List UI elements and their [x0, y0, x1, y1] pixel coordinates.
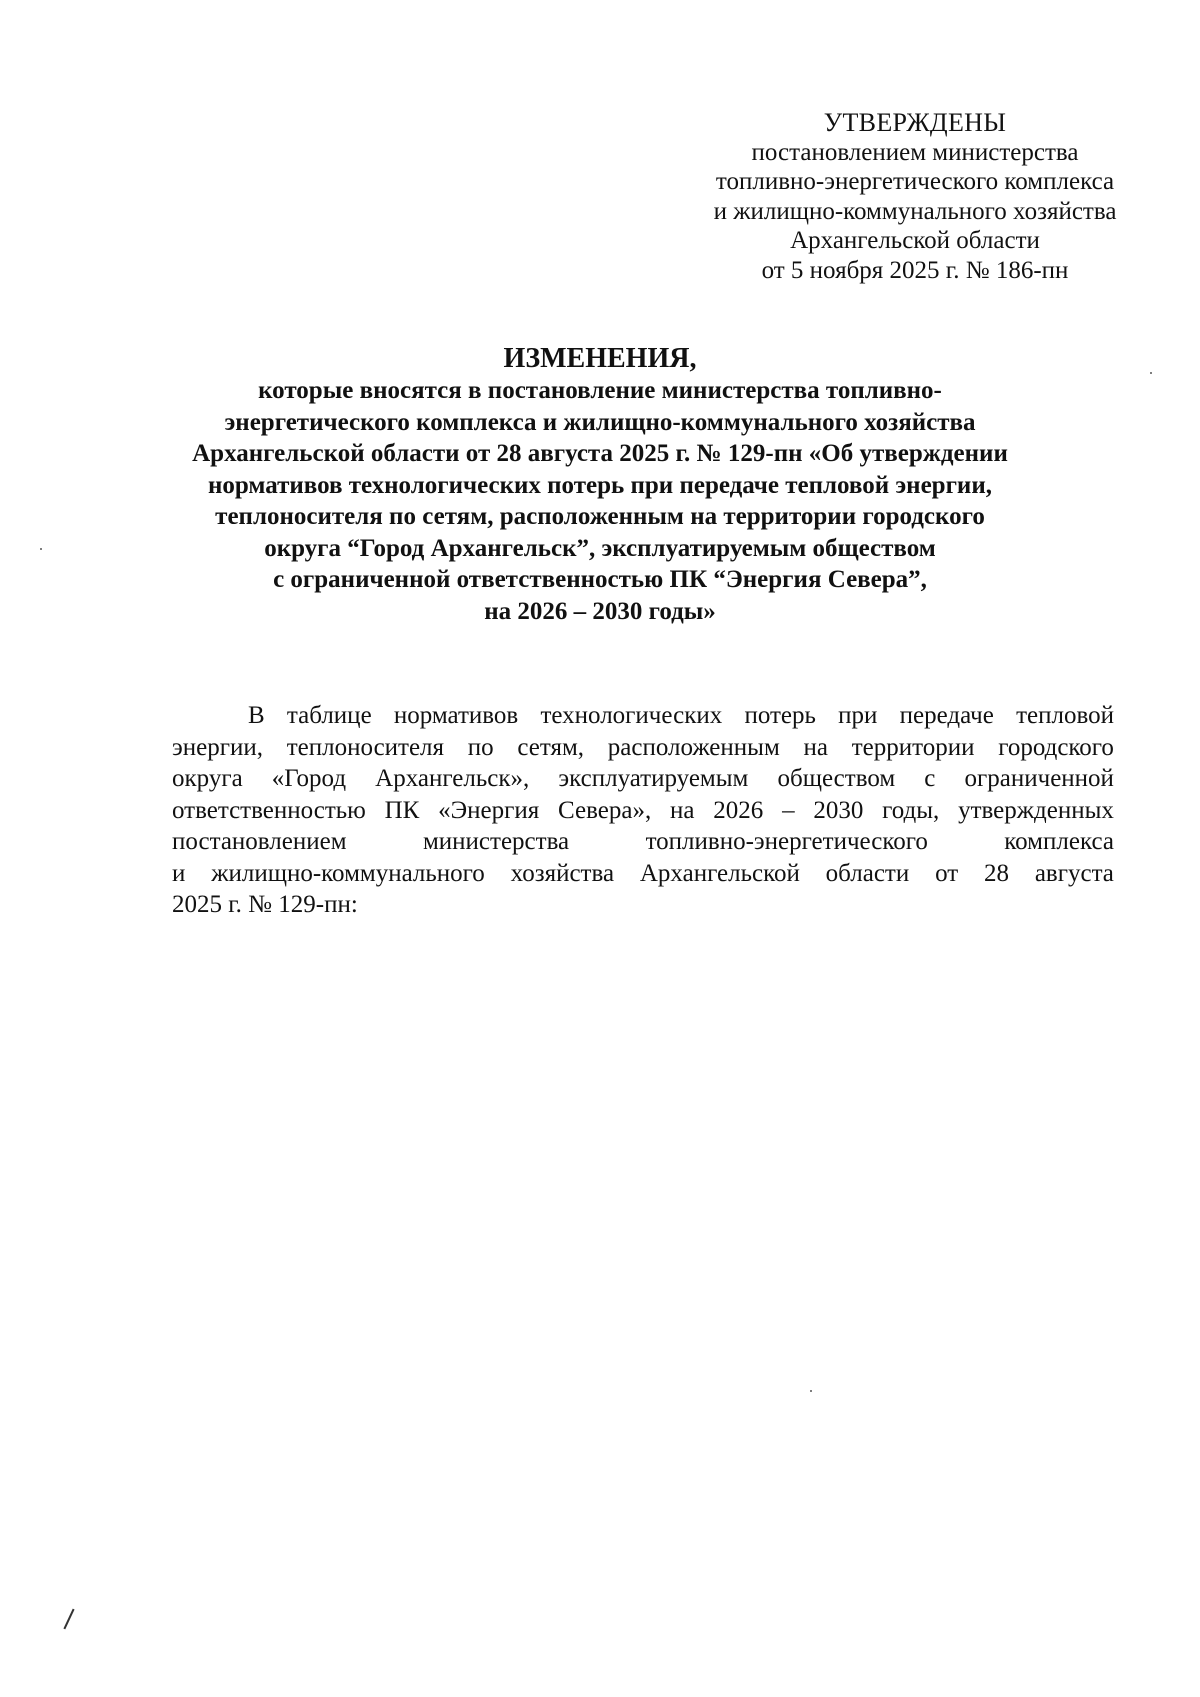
title-main: ИЗМЕНЕНИЯ, [503, 343, 697, 374]
body-word: министерства [422, 828, 570, 855]
body-word: эксплуатируемым [558, 765, 749, 792]
body-line [172, 889, 1114, 921]
body-word: области [825, 859, 910, 887]
scan-speck [1150, 372, 1152, 374]
body-word: годы, [882, 796, 940, 824]
title-line: с ограниченной ответственностью ПК “Энергия Севера”, [273, 566, 927, 593]
body-word: 2030 [813, 796, 864, 824]
title-line: на 2026 – 2030 годы» [484, 597, 716, 625]
body-word: Архангельской [639, 859, 800, 887]
approval-line: топливно-энергетического комплекса [715, 168, 1115, 195]
body-word: при [838, 702, 878, 729]
body-word: сетям, [517, 733, 585, 761]
body-word: «Город [271, 765, 347, 792]
title-line: которые вносятся в постановление министерства топливно- [258, 377, 942, 404]
body-word: ПК [384, 796, 420, 824]
body-word: городского [998, 733, 1114, 761]
body-word: на [670, 796, 695, 824]
body-word: 2026 [713, 796, 764, 824]
body-word: 28 [984, 859, 1009, 887]
scan-speck [810, 1390, 812, 1392]
approval-line: и жилищно-коммунального хозяйства [713, 197, 1117, 225]
title-line: теплоносителя по сетям, расположенным на территории городского [215, 503, 985, 530]
body-word: 2025 г. № 129-пн: [172, 891, 358, 918]
body-word: утвержденных [958, 796, 1114, 824]
approval-line: от 5 ноября 2025 г. № 186-пн [761, 256, 1069, 284]
body-line [172, 795, 1114, 827]
body-word: с [924, 765, 936, 792]
body-paragraph [172, 700, 1114, 921]
body-word: Архангельск», [375, 765, 530, 792]
body-word: округа [172, 765, 243, 792]
body-word: на [803, 733, 828, 761]
body-line [172, 826, 1114, 858]
body-line [172, 732, 1114, 764]
body-word: технологических [540, 702, 723, 729]
body-word: и [172, 859, 186, 887]
title-line: округа “Город Архангельск”, эксплуатируемым обществом [264, 534, 936, 562]
scan-mark [63, 1609, 74, 1630]
body-word: – [782, 796, 795, 824]
title-line: энергетического комплекса и жилищно-коммунального хозяйства [224, 408, 976, 436]
body-word: нормативов [393, 702, 519, 729]
body-word: тепловой [1016, 702, 1114, 729]
body-word: территории [851, 733, 975, 761]
body-word: от [935, 859, 959, 887]
title-line: нормативов технологических потерь при передаче тепловой энергии, [207, 471, 992, 499]
body-word: Севера», [558, 796, 652, 824]
body-word: «Энергия [438, 796, 540, 824]
body-word: таблице [286, 702, 372, 729]
title-line: Архангельской области от 28 августа 2025 г. № 129-пн «Об утверждении [192, 440, 1008, 467]
body-word: хозяйства [510, 859, 615, 887]
body-word: по [467, 733, 494, 761]
body-word: жилищно-коммунального [211, 859, 485, 887]
body-line [172, 700, 1114, 732]
body-word: постановлением [172, 828, 347, 855]
body-word: ограниченной [964, 765, 1114, 792]
body-word: передаче [899, 702, 994, 729]
approval-line: постановлением министерства [751, 138, 1079, 166]
body-word: топливно-энергетического [645, 828, 928, 855]
body-word: комплекса [1004, 828, 1114, 855]
approval-line: Архангельской области [790, 227, 1040, 254]
body-line [172, 858, 1114, 890]
body-word: энергии, [172, 733, 263, 761]
body-word: В [248, 702, 265, 729]
scan-speck [40, 548, 42, 550]
document-title [100, 343, 1100, 627]
approval-heading: УТВЕРЖДЕНЫ [823, 108, 1007, 137]
body-word: августа [1034, 859, 1114, 887]
body-word: обществом [777, 765, 896, 792]
body-word: теплоносителя [286, 733, 445, 761]
body-line [172, 763, 1114, 795]
body-word: ответственностью [172, 796, 366, 824]
body-word: расположенным [607, 733, 780, 761]
approval-block [690, 108, 1140, 285]
body-word: потерь [744, 702, 816, 729]
